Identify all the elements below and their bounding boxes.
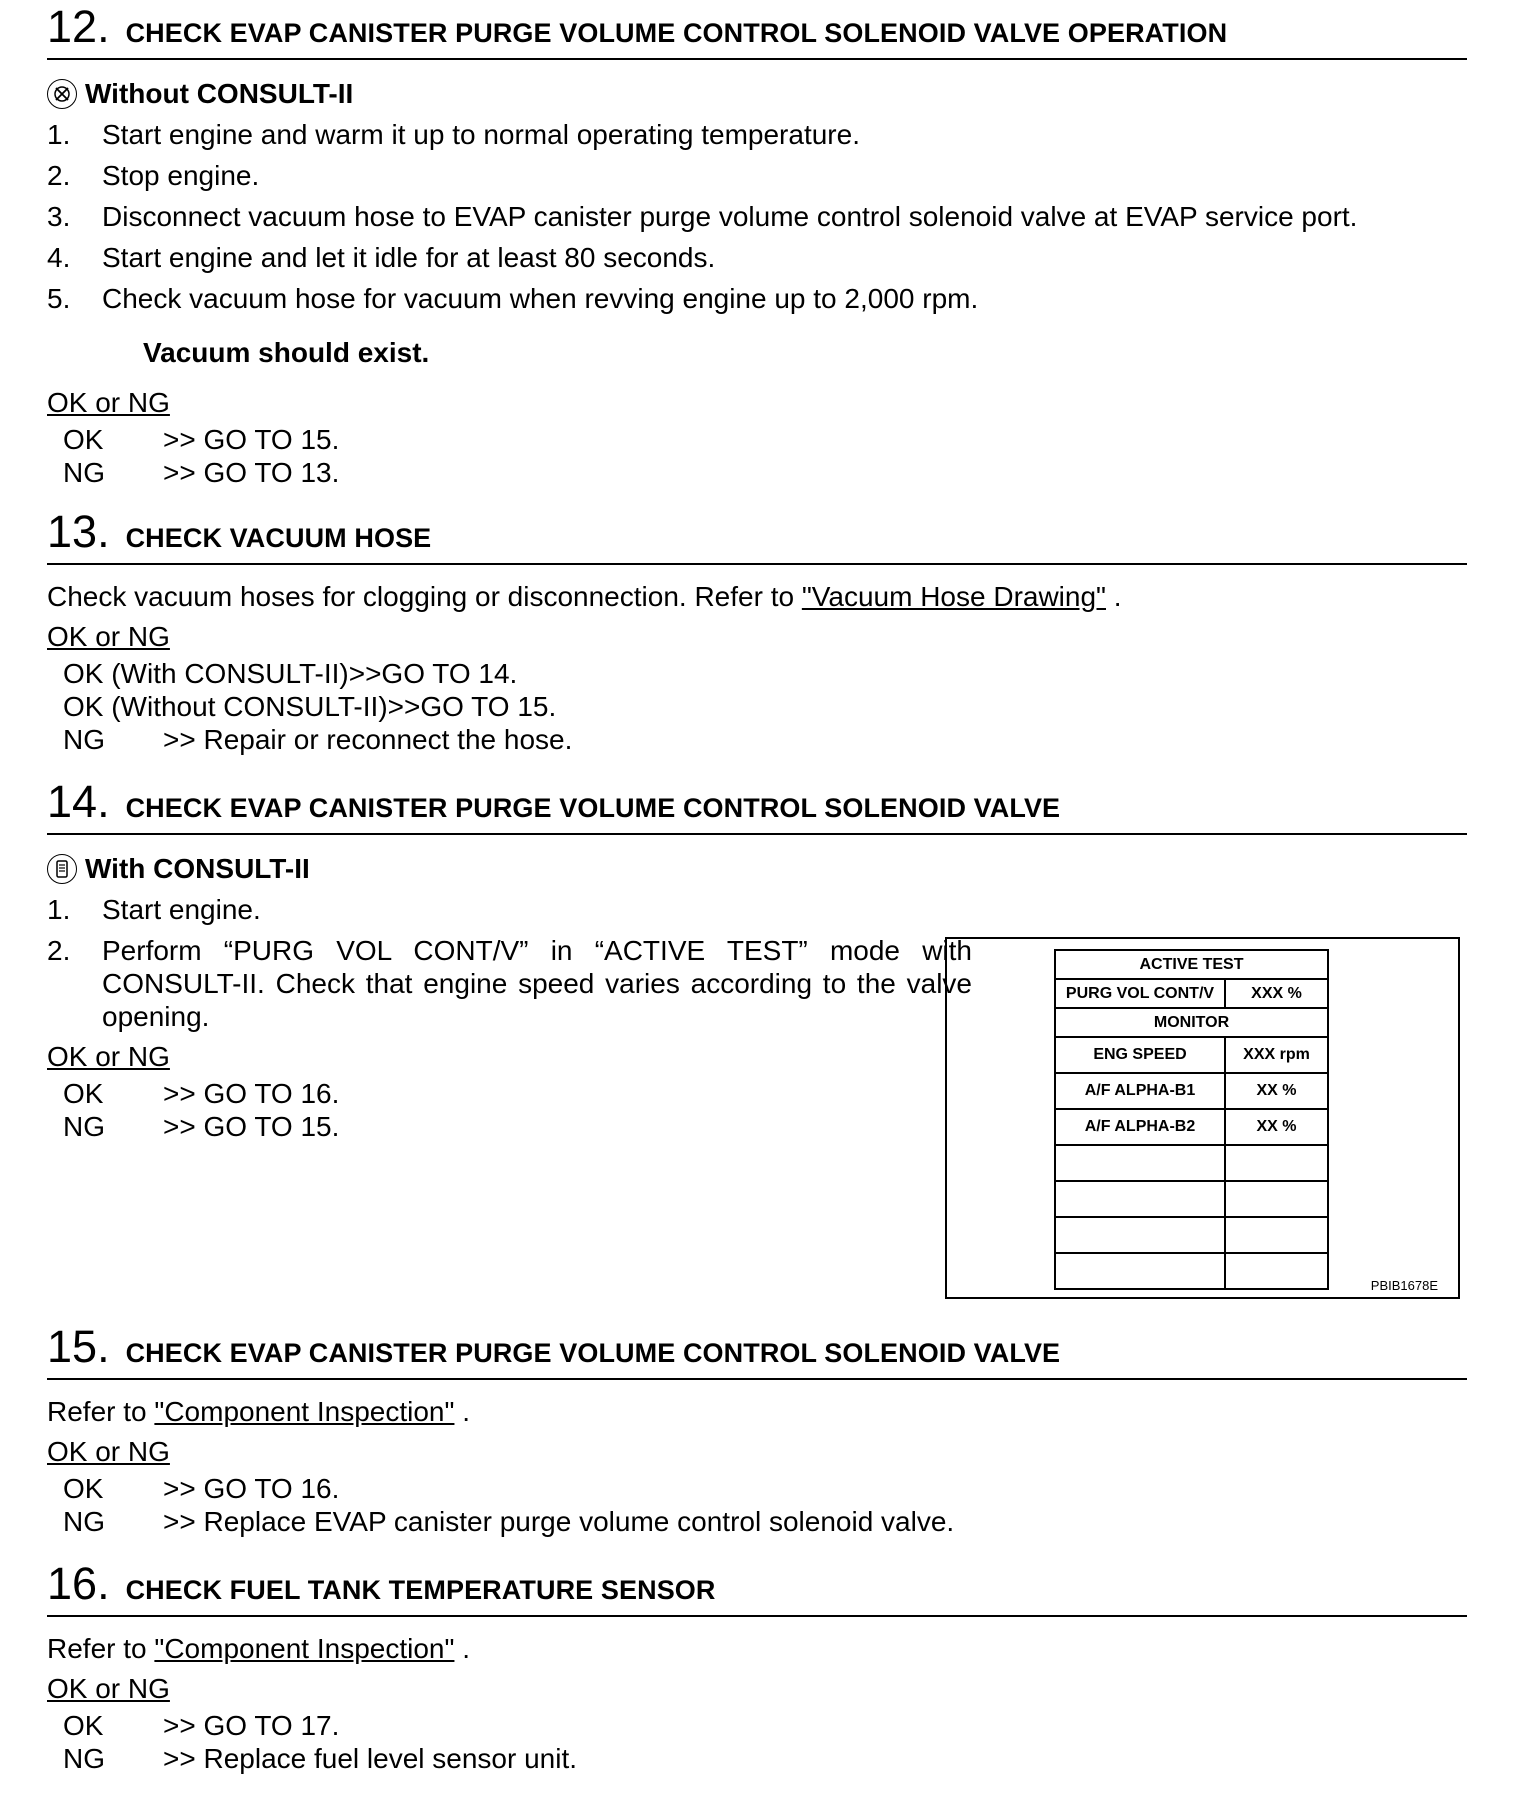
step-14-header: 14 . CHECK EVAP CANISTER PURGE VOLUME CONTROL SOLENOID VALVE: [47, 775, 1467, 835]
step-12-title: CHECK EVAP CANISTER PURGE VOLUME CONTROL SOLENOID VALVE OPERATION: [125, 18, 1228, 48]
ok-ng-heading: OK or NG: [47, 621, 170, 652]
active-test-screen: [1054, 949, 1329, 1290]
step-15-header: 15 . CHECK EVAP CANISTER PURGE VOLUME CONTROL SOLENOID VALVE: [47, 1320, 1467, 1380]
step-16-header: 16 . CHECK FUEL TANK TEMPERATURE SENSOR: [47, 1557, 1467, 1617]
step-15-title: CHECK EVAP CANISTER PURGE VOLUME CONTROL SOLENOID VALVE: [125, 1338, 1061, 1368]
step-15-number: 15: [47, 1321, 98, 1372]
monitor-header: MONITOR: [1055, 1008, 1328, 1037]
ok-ng-heading: OK or NG: [47, 1436, 170, 1467]
step-12-header: 12 . CHECK EVAP CANISTER PURGE VOLUME CONTROL SOLENOID VALVE OPERATION: [47, 0, 1467, 60]
empty-cell: [1055, 1253, 1225, 1289]
result-ok: OK >> GO TO 16.: [63, 1078, 340, 1109]
step-15: [47, 1320, 1467, 1538]
ok-ng-heading: OK or NG: [47, 1041, 170, 1072]
result-ng: NG >> GO TO 13.: [63, 457, 340, 488]
step-16-number: 16: [47, 1558, 98, 1609]
step-14-number: 14: [47, 776, 98, 827]
result-ng: NG >> Replace fuel level sensor unit.: [63, 1743, 578, 1774]
list-item: 2. Stop engine.: [47, 160, 260, 191]
purg-vol-value: XXX %: [1225, 979, 1328, 1008]
consult-icon: [47, 854, 77, 884]
consult-active-test-figure: [945, 937, 1460, 1299]
spec-note: Vacuum should exist.: [143, 337, 430, 368]
result-ok-with-consult: OK (With CONSULT-II) >>GO TO 14.: [63, 658, 518, 689]
step-14-title: CHECK EVAP CANISTER PURGE VOLUME CONTROL SOLENOID VALVE: [125, 793, 1061, 823]
mode-label: With CONSULT-II: [85, 853, 310, 884]
vacuum-hose-drawing-link[interactable]: "Vacuum Hose Drawing": [801, 581, 1106, 612]
step-16-title: CHECK FUEL TANK TEMPERATURE SENSOR: [125, 1575, 716, 1605]
result-ok: OK >> GO TO 15.: [63, 424, 340, 455]
monitor-row-value: XX %: [1225, 1109, 1328, 1145]
step-12-number: 12: [47, 1, 98, 52]
list-item: 4. Start engine and let it idle for at least 80 seconds.: [47, 242, 716, 273]
result-ng: NG >> Replace EVAP canister purge volume control solenoid valve.: [63, 1506, 955, 1537]
purg-vol-label: PURG VOL CONT/V: [1055, 979, 1225, 1008]
result-ng: NG >> Repair or reconnect the hose.: [63, 724, 573, 755]
monitor-row-value: XX %: [1225, 1073, 1328, 1109]
step-15-instruction: Refer to "Component Inspection" .: [47, 1396, 471, 1427]
step-16: [47, 1557, 1467, 1775]
no-consult-icon: [47, 79, 77, 109]
figure-id: PBIB1678E: [1370, 1278, 1438, 1293]
list-item: 5. Check vacuum hose for vacuum when revving engine up to 2,000 rpm.: [47, 283, 979, 314]
result-ok: OK >> GO TO 16.: [63, 1473, 340, 1504]
monitor-row-label: A/F ALPHA-B2: [1055, 1109, 1225, 1145]
component-inspection-link[interactable]: "Component Inspection": [154, 1633, 455, 1664]
active-test-header: ACTIVE TEST: [1055, 950, 1328, 979]
result-ok-without-consult: OK (Without CONSULT-II) >>GO TO 15.: [63, 691, 557, 722]
monitor-row-value: XXX rpm: [1225, 1037, 1328, 1073]
monitor-row-label: ENG SPEED: [1055, 1037, 1225, 1073]
list-item: 1. Start engine.: [47, 894, 261, 925]
step-12-procedure: [47, 114, 1467, 319]
empty-cell: [1225, 1145, 1328, 1181]
step-13: [47, 505, 1467, 756]
mode-without-consult: [47, 74, 1467, 114]
empty-cell: [1055, 1181, 1225, 1217]
mode-label: Without CONSULT-II: [85, 78, 354, 109]
mode-with-consult: [47, 849, 1467, 889]
empty-cell: [1055, 1217, 1225, 1253]
empty-cell: [1225, 1181, 1328, 1217]
step-13-header: 13 . CHECK VACUUM HOSE: [47, 505, 1467, 565]
step-12: [47, 0, 1467, 489]
step-16-instruction: Refer to "Component Inspection" .: [47, 1633, 471, 1664]
empty-cell: [1225, 1217, 1328, 1253]
result-ok: OK >> GO TO 17.: [63, 1710, 340, 1741]
list-item: 3. Disconnect vacuum hose to EVAP canister purge volume control solenoid valve at EVAP service port.: [47, 201, 1358, 232]
list-item: 1. Start engine and warm it up to normal operating temperature.: [47, 119, 860, 150]
empty-cell: [1055, 1145, 1225, 1181]
step-13-title: CHECK VACUUM HOSE: [125, 523, 432, 553]
ok-ng-heading: OK or NG: [47, 1673, 170, 1704]
ok-ng-heading: OK or NG: [47, 387, 170, 418]
monitor-row-label: A/F ALPHA-B1: [1055, 1073, 1225, 1109]
step-13-instruction: Check vacuum hoses for clogging or disconnection. Refer to "Vacuum Hose Drawing" .: [47, 581, 1122, 612]
component-inspection-link[interactable]: "Component Inspection": [154, 1396, 455, 1427]
step-13-number: 13: [47, 506, 98, 557]
empty-cell: [1225, 1253, 1328, 1289]
list-item: 2. Perform “PURG VOL CONT/V” in “ACTIVE TEST” mode with CONSULT-II. Check that engine speed varies according to the valve opening.: [47, 935, 972, 1032]
step-14: [47, 775, 1467, 1293]
result-ng: NG >> GO TO 15.: [63, 1111, 340, 1142]
